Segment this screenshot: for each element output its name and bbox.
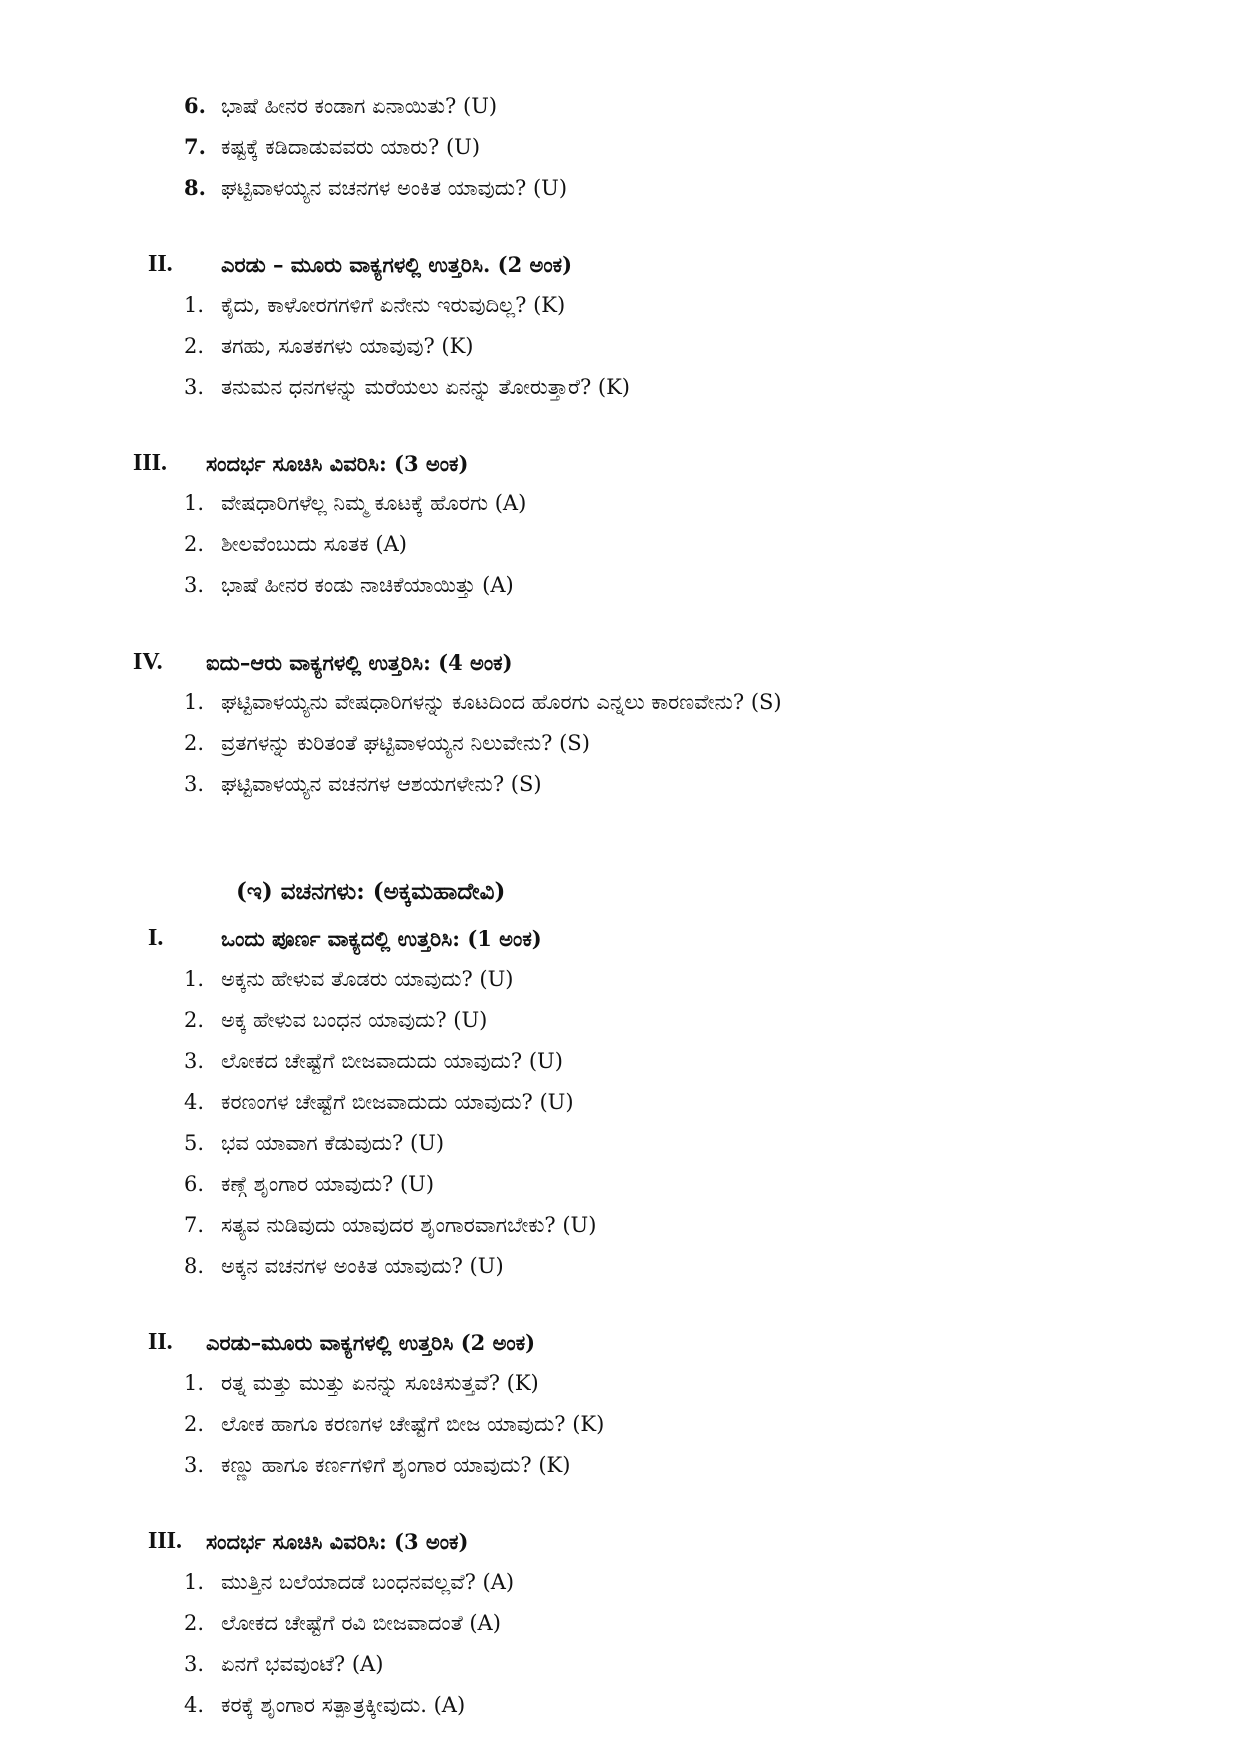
- item-number: 3.: [184, 573, 205, 597]
- question-text: ಲೋಕದ ಚೇಷ್ಟೆಗೆ ಬೀಜವಾದುದು ಯಾವುದು? (U): [221, 1049, 563, 1073]
- question-text: ತಗಹು, ಸೂತಕಗಳು ಯಾವುವು? (K): [221, 334, 474, 358]
- item-number: 7.: [184, 134, 206, 159]
- item-number: 7.: [184, 1213, 205, 1237]
- question-text: ಸತ್ಯವ ನುಡಿವುದು ಯಾವುದರ ಶೃಂಗಾರವಾಗಬೇಕು? (U): [221, 1213, 597, 1237]
- lesson-subtitle: (ಇ) ವಚನಗಳು: (ಅಕ್ಕಮಹಾದೇವಿ): [236, 878, 506, 905]
- section-roman-numeral: III.: [133, 450, 168, 476]
- item-number: 8.: [184, 175, 206, 200]
- question-text: ಕರಕ್ಕೆ ಶೃಂಗಾರ ಸತ್ಪಾತ್ರಕ್ಕೀವುದು. (A): [221, 1693, 466, 1717]
- question-text: ತನುಮನ ಧನಗಳನ್ನು ಮರೆಯಲು ಏನನ್ನು ತೋರುತ್ತಾರೆ? (K): [221, 375, 630, 399]
- item-number: 2.: [184, 1008, 205, 1032]
- section-roman-numeral: III.: [148, 1528, 183, 1554]
- question-text: ವ್ರತಗಳನ್ನು ಕುರಿತಂತೆ ಘಟ್ಟಿವಾಳಯ್ಯನ ನಿಲುವೇನು? (S): [221, 731, 590, 755]
- question-text: ವೇಷಧಾರಿಗಳೆಲ್ಲ ನಿಮ್ಮ ಕೂಟಕ್ಕೆ ಹೊರಗು (A): [221, 491, 527, 515]
- section-heading: ಒಂದು ಪೂರ್ಣ ವಾಕ್ಯದಲ್ಲಿ ಉತ್ತರಿಸಿ: (1 ಅಂಕ): [221, 926, 542, 951]
- item-number: 1.: [184, 690, 205, 714]
- item-number: 2.: [184, 1412, 205, 1436]
- question-text: ಶೀಲವೆಂಬುದು ಸೂತಕ (A): [221, 532, 407, 556]
- item-number: 6.: [184, 1172, 205, 1196]
- item-number: 1.: [184, 1570, 205, 1594]
- item-number: 2.: [184, 334, 205, 358]
- question-text: ಕಣ್ಗೆ ಶೃಂಗಾರ ಯಾವುದು? (U): [221, 1172, 435, 1196]
- item-number: 1.: [184, 967, 205, 991]
- question-text: ಭವ ಯಾವಾಗ ಕೆಡುವುದು? (U): [221, 1131, 445, 1155]
- item-number: 3.: [184, 1453, 205, 1477]
- item-number: 1.: [184, 1371, 205, 1395]
- item-number: 3.: [184, 375, 205, 399]
- section-roman-numeral: IV.: [133, 649, 163, 675]
- item-number: 3.: [184, 1652, 205, 1676]
- item-number: 2.: [184, 1611, 205, 1635]
- section-heading: ಎರಡು – ಮೂರು ವಾಕ್ಯಗಳಲ್ಲಿ ಉತ್ತರಿಸಿ. (2 ಅಂಕ): [221, 252, 573, 277]
- section-heading: ಸಂದರ್ಭ ಸೂಚಿಸಿ ವಿವರಿಸಿ: (3 ಅಂಕ): [206, 1529, 469, 1554]
- question-text: ಘಟ್ಟಿವಾಳಯ್ಯನ ವಚನಗಳ ಆಶಯಗಳೇನು? (S): [221, 772, 542, 796]
- section-heading: ಸಂದರ್ಭ ಸೂಚಿಸಿ ವಿವರಿಸಿ: (3 ಅಂಕ): [206, 451, 469, 476]
- section-heading: ಐದು–ಆರು ವಾಕ್ಯಗಳಲ್ಲಿ ಉತ್ತರಿಸಿ: (4 ಅಂಕ): [206, 650, 513, 675]
- question-text: ಏನಗೆ ಭವವುಂಟೆ? (A): [221, 1652, 384, 1676]
- question-text: ಭಾಷೆ ಹೀನರ ಕಂಡಾಗ ಏನಾಯಿತು? (U): [221, 94, 498, 118]
- item-number: 4.: [184, 1090, 205, 1114]
- question-text: ಕಣ್ಣು ಹಾಗೂ ಕರ್ಣಗಳಿಗೆ ಶೃಂಗಾರ ಯಾವುದು? (K): [221, 1453, 571, 1477]
- question-text: ಭಾಷೆ ಹೀನರ ಕಂಡು ನಾಚಿಕೆಯಾಯಿತ್ತು (A): [221, 573, 514, 597]
- section-roman-numeral: II.: [148, 1329, 173, 1355]
- question-text: ರತ್ನ ಮತ್ತು ಮುತ್ತು ಏನನ್ನು ಸೂಚಿಸುತ್ತವೆ? (K): [221, 1371, 539, 1395]
- question-text: ಘಟ್ಟಿವಾಳಯ್ಯನ ವಚನಗಳ ಅಂಕಿತ ಯಾವುದು? (U): [221, 176, 568, 200]
- section-heading: ಎರಡು–ಮೂರು ವಾಕ್ಯಗಳಲ್ಲಿ ಉತ್ತರಿಸಿ (2 ಅಂಕ): [206, 1330, 536, 1355]
- question-text: ಘಟ್ಟಿವಾಳಯ್ಯನು ವೇಷಧಾರಿಗಳನ್ನು ಕೂಟದಿಂದ ಹೊರಗು ಎನ್ನಲು ಕಾರಣವೇನು? (S): [221, 690, 782, 714]
- question-text: ಕರಣಂಗಳ ಚೇಷ್ಟೆಗೆ ಬೀಜವಾದುದು ಯಾವುದು? (U): [221, 1090, 574, 1114]
- section-roman-numeral: I.: [148, 925, 164, 951]
- question-text: ಕಷ್ಟಕ್ಕೆ ಕಡಿದಾಡುವವರು ಯಾರು? (U): [221, 135, 481, 159]
- item-number: 6.: [184, 93, 206, 118]
- question-text: ಅಕ್ಕ ಹೇಳುವ ಬಂಧನ ಯಾವುದು? (U): [221, 1008, 488, 1032]
- question-text: ಕೈದು, ಕಾಳೋರಗಗಳಿಗೆ ಏನೇನು ಇರುವುದಿಲ್ಲ? (K): [221, 293, 566, 317]
- section-roman-numeral: II.: [148, 251, 173, 277]
- question-text: ಮುತ್ತಿನ ಬಲೆಯಾದಡೆ ಬಂಧನವಲ್ಲವೆ? (A): [221, 1570, 515, 1594]
- item-number: 2.: [184, 731, 205, 755]
- question-text: ಲೋಕದ ಚೇಷ್ಟೆಗೆ ರವಿ ಬೀಜವಾದಂತೆ (A): [221, 1611, 501, 1635]
- item-number: 1.: [184, 491, 205, 515]
- item-number: 8.: [184, 1254, 205, 1278]
- item-number: 1.: [184, 293, 205, 317]
- item-number: 5.: [184, 1131, 205, 1155]
- question-text: ಲೋಕ ಹಾಗೂ ಕರಣಗಳ ಚೇಷ್ಟೆಗೆ ಬೀಜ ಯಾವುದು? (K): [221, 1412, 605, 1436]
- question-text: ಅಕ್ಕನ ವಚನಗಳ ಅಂಕಿತ ಯಾವುದು? (U): [221, 1254, 504, 1278]
- item-number: 3.: [184, 1049, 205, 1073]
- question-text: ಅಕ್ಕನು ಹೇಳುವ ತೊಡರು ಯಾವುದು? (U): [221, 967, 514, 991]
- item-number: 2.: [184, 532, 205, 556]
- item-number: 3.: [184, 772, 205, 796]
- item-number: 4.: [184, 1693, 205, 1717]
